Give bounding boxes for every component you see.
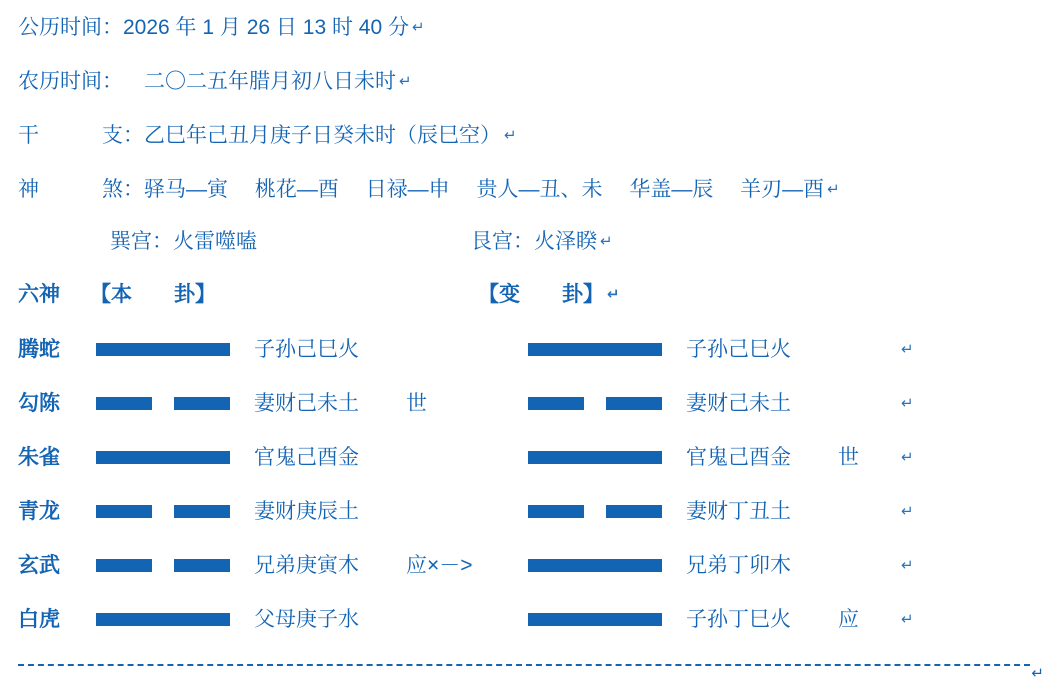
yao-yang-icon xyxy=(96,612,254,626)
pilcrow-icon: ↵ xyxy=(901,394,914,412)
six-god-label: 勾陈 xyxy=(18,391,60,415)
changed-line-text: 官鬼己酉金 xyxy=(686,445,791,469)
pilcrow-icon: ↵ xyxy=(607,285,620,303)
column-header-sixgod: 六神 xyxy=(18,282,60,306)
changed-line-text: 妻财丁丑土 xyxy=(686,499,791,523)
lunar-time-line xyxy=(0,54,1050,108)
ganzhi-line xyxy=(0,108,1050,162)
original-line-text: 子孙己巳火 xyxy=(254,337,359,361)
yao-yang-icon xyxy=(96,342,254,356)
original-line-mark: 应×－> xyxy=(406,553,473,577)
six-god-label: 腾蛇 xyxy=(18,337,60,361)
palace-line xyxy=(0,216,1050,266)
original-line-text: 官鬼己酉金 xyxy=(254,445,359,469)
original-line-mark: 世 xyxy=(406,391,427,415)
table-header-row xyxy=(0,266,1050,322)
changed-line-text: 子孙己巳火 xyxy=(686,337,791,361)
changed-line-text: 妻财己未土 xyxy=(686,391,791,415)
lunar-time-value: 二〇二五年腊月初八日未时 xyxy=(123,69,396,93)
changed-line-text: 兄弟丁卯木 xyxy=(686,553,791,577)
table-row xyxy=(0,430,1050,484)
original-line-text: 父母庚子水 xyxy=(254,607,359,631)
table-row xyxy=(0,376,1050,430)
table-row xyxy=(0,592,1050,646)
yao-yang-icon xyxy=(528,558,686,572)
shensha-label: 神 煞： xyxy=(18,177,144,201)
ganzhi-value: 乙巳年己丑月庚子日癸未时（辰巳空） xyxy=(144,123,501,147)
pilcrow-icon: ↵ xyxy=(901,448,914,466)
ganzhi-label: 干 支： xyxy=(18,123,144,147)
table-row xyxy=(0,538,1050,592)
footer-divider xyxy=(18,664,1030,666)
yao-yin-icon xyxy=(96,396,254,410)
shensha-line xyxy=(0,162,1050,216)
pilcrow-icon: ↵ xyxy=(504,126,517,144)
solar-time-value: 2026 年 1 月 26 日 13 时 40 分 xyxy=(123,15,409,39)
changed-line-mark: 世 xyxy=(838,445,859,469)
yao-yang-icon xyxy=(528,450,686,464)
pilcrow-icon: ↵ xyxy=(411,18,425,36)
palace-right: 艮宫：火泽睽 xyxy=(471,229,597,253)
yao-yin-icon xyxy=(528,396,686,410)
yao-yin-icon xyxy=(528,504,686,518)
pilcrow-icon: ↵ xyxy=(901,340,914,358)
table-row xyxy=(0,322,1050,376)
pilcrow-icon: ↵ xyxy=(901,610,914,628)
yao-yin-icon xyxy=(96,504,254,518)
pilcrow-icon: ↵ xyxy=(827,180,840,198)
six-god-label: 青龙 xyxy=(18,499,60,523)
table-row xyxy=(0,484,1050,538)
changed-line-text: 子孙丁巳火 xyxy=(686,607,791,631)
solar-time-label: 公历时间： xyxy=(18,15,123,39)
pilcrow-icon: ↵ xyxy=(901,556,914,574)
hexagram-rows xyxy=(0,322,1050,646)
column-header-changed-hexagram: 【变 卦】 xyxy=(478,282,604,306)
six-god-label: 玄武 xyxy=(18,553,60,577)
yao-yang-icon xyxy=(528,612,686,626)
pilcrow-icon: ↵ xyxy=(1031,665,1044,682)
six-god-label: 白虎 xyxy=(18,607,60,631)
yao-yang-icon xyxy=(96,450,254,464)
changed-line-mark: 应 xyxy=(838,607,859,631)
original-line-text: 妻财庚辰土 xyxy=(254,499,359,523)
yao-yin-icon xyxy=(96,558,254,572)
yao-yang-icon xyxy=(528,342,686,356)
column-header-original-hexagram: 【本 卦】 xyxy=(90,282,216,306)
original-line-text: 兄弟庚寅木 xyxy=(254,553,359,577)
original-line-text: 妻财己未土 xyxy=(254,391,359,415)
solar-time-line xyxy=(0,0,1050,54)
lunar-time-label: 农历时间： xyxy=(18,69,123,93)
shensha-value: 驿马—寅 桃花—酉 日禄—申 贵人—丑、未 华盖—辰 羊刃—酉 xyxy=(144,177,825,201)
palace-left: 巽宫：火雷噬嗑 xyxy=(110,229,257,253)
pilcrow-icon: ↵ xyxy=(600,232,613,250)
six-god-label: 朱雀 xyxy=(18,445,60,469)
pilcrow-icon: ↵ xyxy=(901,502,914,520)
pilcrow-icon: ↵ xyxy=(399,72,412,90)
